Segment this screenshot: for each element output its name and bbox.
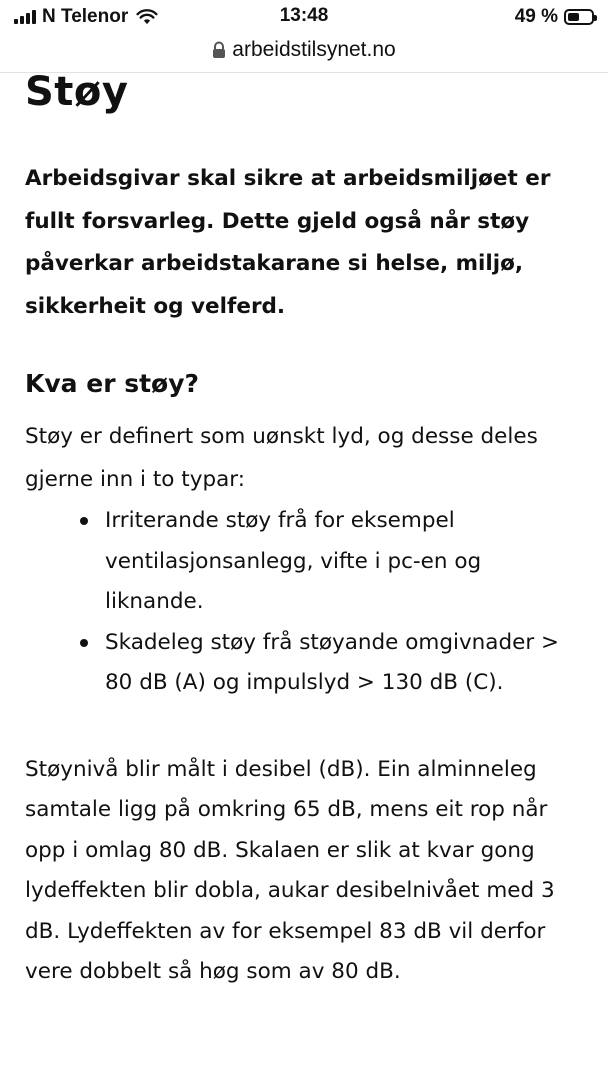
article-content bbox=[25, 68, 585, 993]
carrier-name: N Telenor bbox=[42, 6, 129, 27]
status-bar bbox=[0, 0, 608, 36]
address-bar[interactable] bbox=[0, 34, 608, 66]
battery-fill bbox=[568, 13, 579, 21]
intro-paragraph: Støy er definert som uønskt lyd, og desse deles gjerne inn i to typar: bbox=[25, 424, 538, 492]
url-text[interactable]: arbeidstilsynet.no bbox=[232, 38, 396, 61]
body-paragraph: Støynivå blir målt i desibel (dB). Ein alminneleg samtale ligg på omkring 65 dB, mens eit rop når opp i omlag 80 dB. Skalaen er slik at kvar gong lydeffekten blir dobla, aukar desibelnivået med 3 dB. Lydeffekten av for eksempel 83 dB vil derfor vere dobbelt så høg som av 80 dB. bbox=[25, 756, 555, 984]
noise-types-list bbox=[25, 501, 585, 704]
list-item: Skadeleg støy frå støyande omgivnader > 80 dB (A) og impulslyd > 130 dB (C). bbox=[105, 623, 585, 704]
status-right bbox=[515, 6, 594, 28]
list-item: Irriterande støy frå for eksempel ventilasjonsanlegg, vifte i pc-en og liknande. bbox=[105, 501, 585, 623]
status-time: 13:48 bbox=[279, 5, 329, 26]
section-heading: Kva er støy? bbox=[25, 369, 200, 398]
lead-paragraph: Arbeidsgivar skal sikre at arbeidsmiljøet er fullt forsvarleg. Dette gjeld også når støy påverkar arbeidstakarane si helse, miljø, sikkerheit og velferd. bbox=[25, 166, 551, 319]
battery-icon bbox=[564, 9, 594, 25]
battery-percent: 49 % bbox=[514, 6, 558, 27]
page-title: Støy bbox=[25, 69, 129, 115]
lock-icon bbox=[212, 41, 226, 59]
